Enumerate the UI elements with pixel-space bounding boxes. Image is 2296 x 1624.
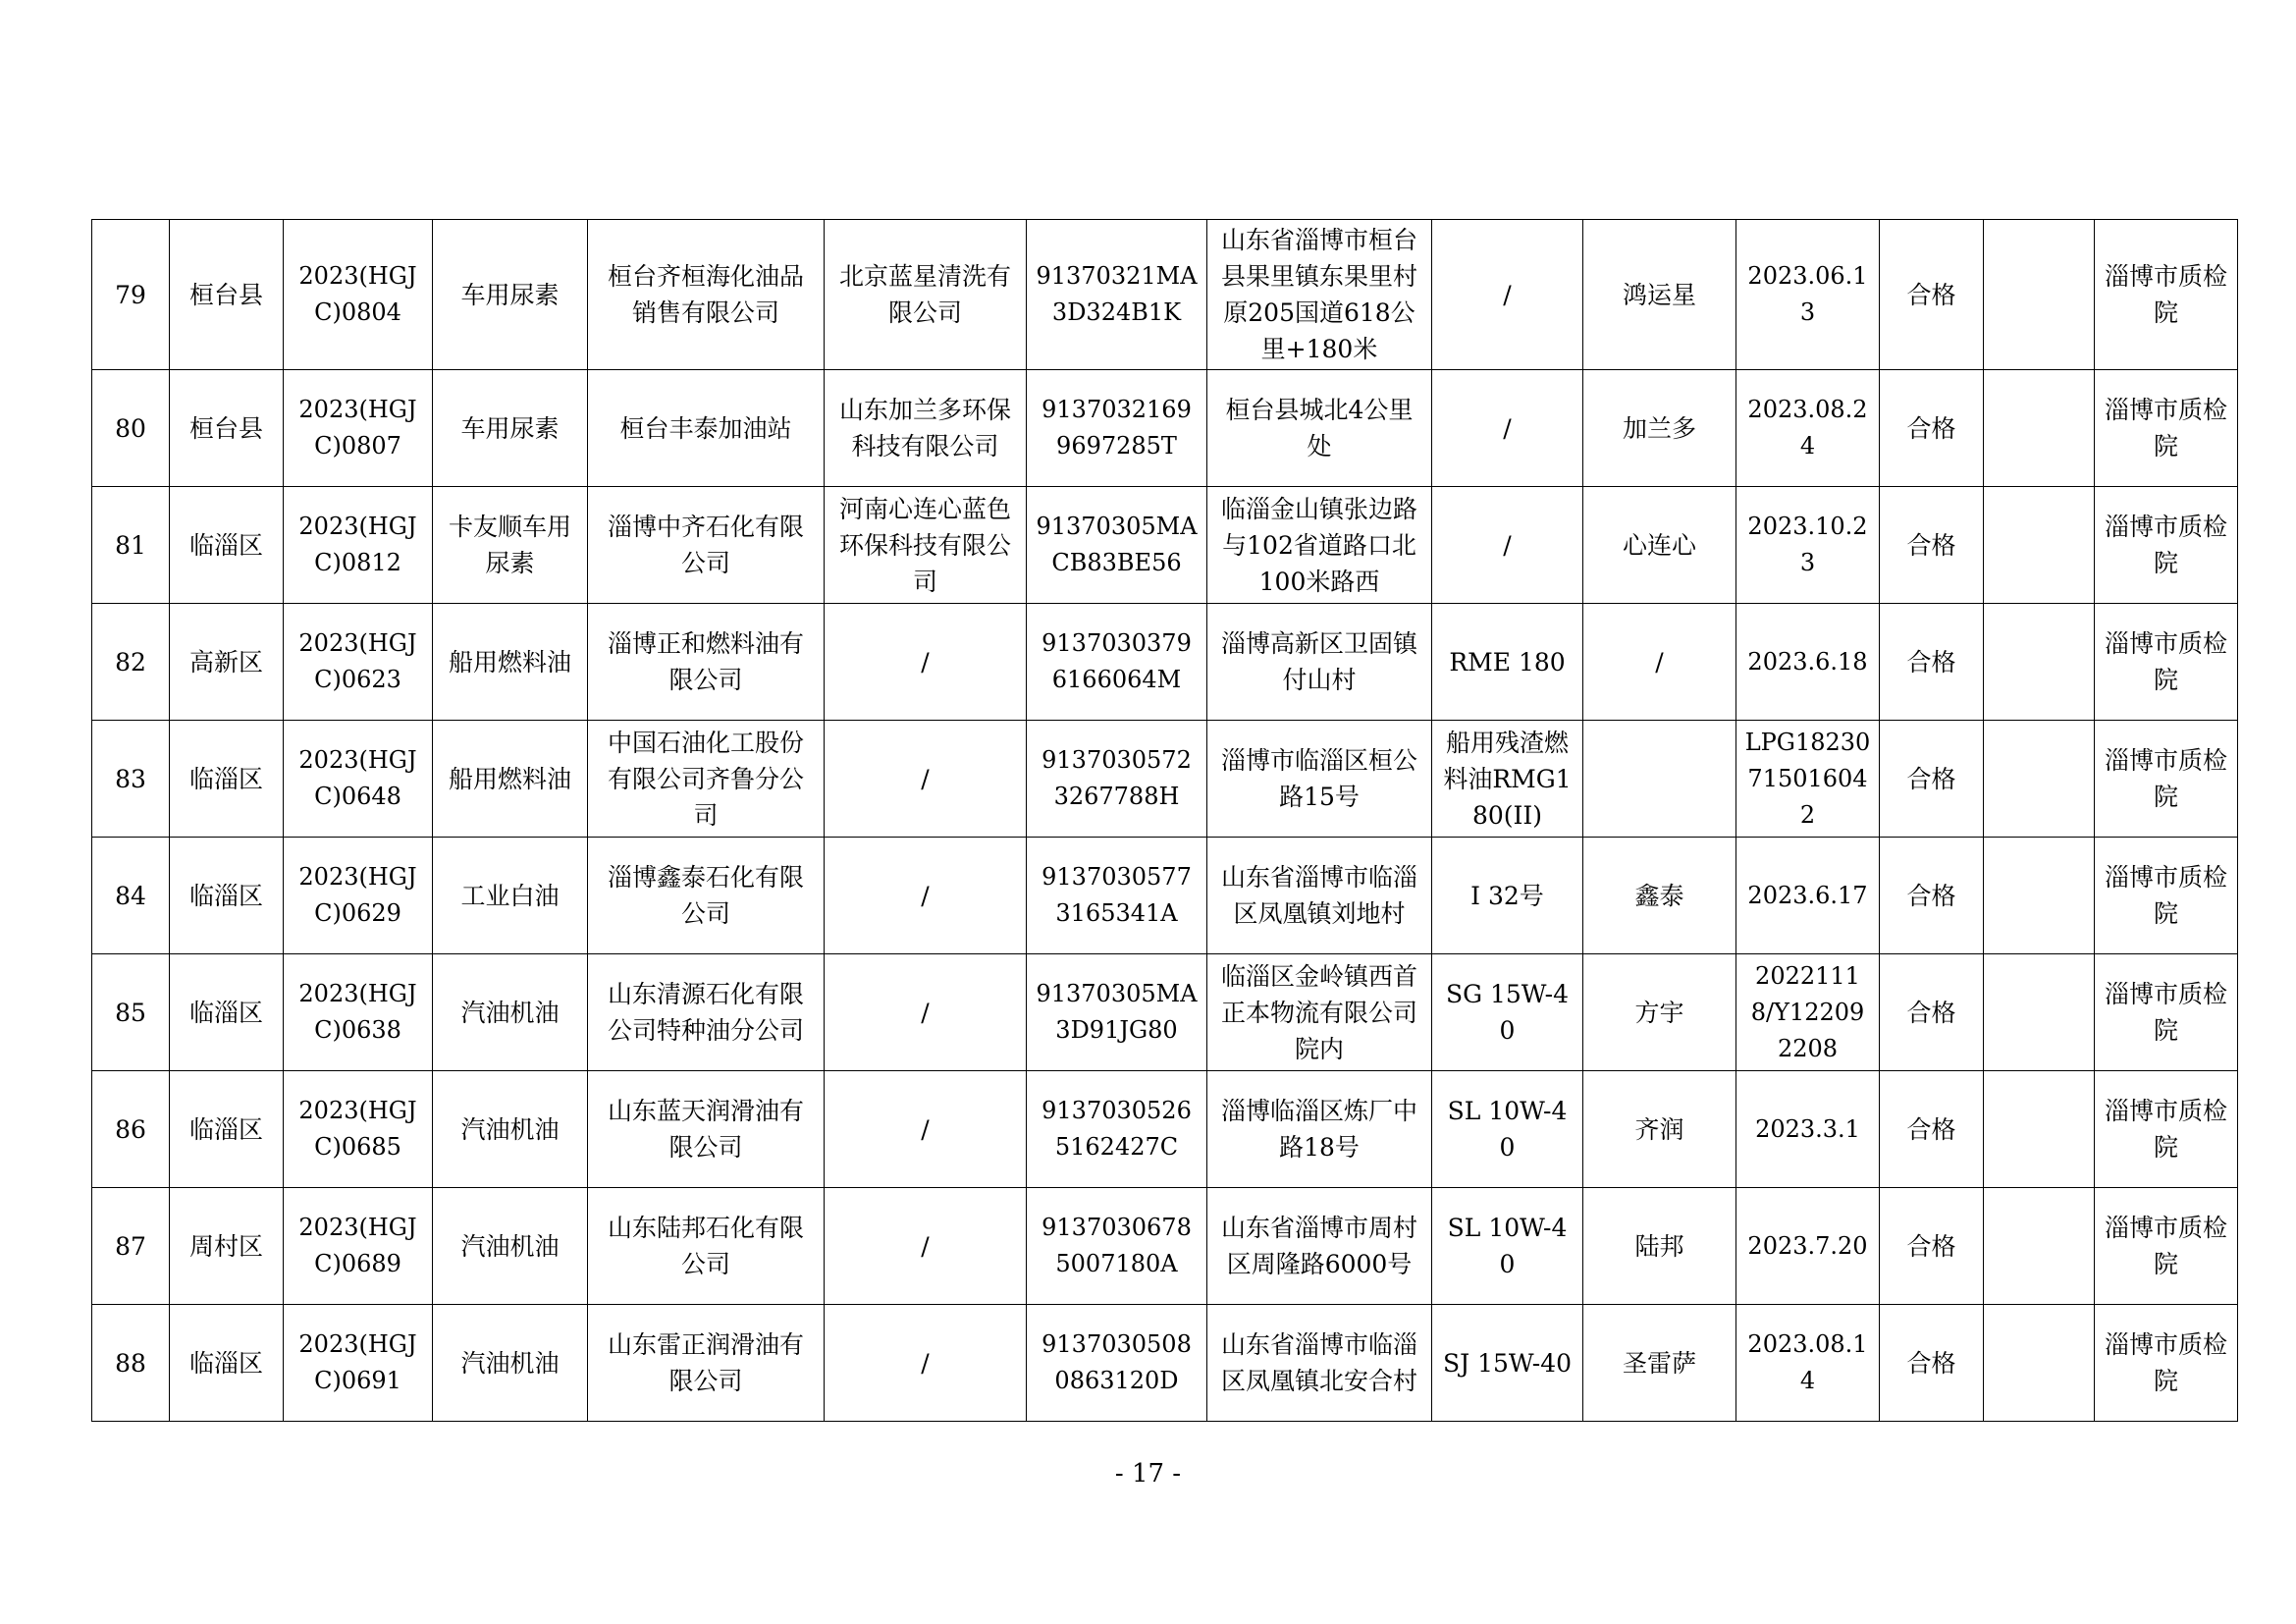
cell-batch-date: 2023.6.17 (1736, 838, 1880, 954)
cell-seller-name: 山东雷正润滑油有限公司 (588, 1305, 825, 1422)
cell-result: 合格 (1880, 721, 1984, 838)
cell-row-number: 87 (92, 1188, 170, 1305)
cell-remark (1984, 1188, 2095, 1305)
cell-product-name: 船用燃料油 (433, 604, 588, 721)
table-row (92, 604, 2238, 721)
cell-row-number: 88 (92, 1305, 170, 1422)
cell-seller-name: 淄博中齐石化有限公司 (588, 487, 825, 604)
cell-batch-date: 2023.08.14 (1736, 1305, 1880, 1422)
cell-district: 周村区 (170, 1188, 284, 1305)
cell-address: 山东省淄博市临淄区凤凰镇刘地村 (1207, 838, 1432, 954)
cell-batch-date: 20221118/Y122092208 (1736, 954, 1880, 1071)
cell-manufacturer: 北京蓝星清洗有限公司 (825, 220, 1027, 370)
cell-product-name: 工业白油 (433, 838, 588, 954)
table-body (92, 220, 2238, 1422)
cell-batch-date: 2023.08.24 (1736, 370, 1880, 487)
cell-district: 临淄区 (170, 838, 284, 954)
cell-sample-code: 2023(HGJC)0629 (284, 838, 433, 954)
cell-seller-name: 中国石油化工股份有限公司齐鲁分公司 (588, 721, 825, 838)
cell-result: 合格 (1880, 838, 1984, 954)
cell-seller-name: 桓台丰泰加油站 (588, 370, 825, 487)
cell-batch-date: LPG18230715016042 (1736, 721, 1880, 838)
cell-batch-date: 2023.6.18 (1736, 604, 1880, 721)
cell-address: 临淄区金岭镇西首正本物流有限公司院内 (1207, 954, 1432, 1071)
cell-district: 临淄区 (170, 1071, 284, 1188)
cell-manufacturer: 河南心连心蓝色环保科技有限公司 (825, 487, 1027, 604)
cell-spec-model: SG 15W-40 (1432, 954, 1583, 1071)
cell-credit-code: 91370305773165341A (1027, 838, 1207, 954)
cell-result: 合格 (1880, 487, 1984, 604)
cell-product-name: 汽油机油 (433, 1305, 588, 1422)
cell-batch-date: 2023.10.23 (1736, 487, 1880, 604)
cell-manufacturer: / (825, 1188, 1027, 1305)
cell-row-number: 79 (92, 220, 170, 370)
table-row (92, 1305, 2238, 1422)
cell-remark (1984, 721, 2095, 838)
cell-remark (1984, 954, 2095, 1071)
cell-spec-model: SL 10W-40 (1432, 1071, 1583, 1188)
cell-inspection-agency: 淄博市质检院 (2095, 370, 2238, 487)
cell-credit-code: 91370305080863120D (1027, 1305, 1207, 1422)
cell-manufacturer: / (825, 838, 1027, 954)
table-row (92, 220, 2238, 370)
cell-inspection-agency: 淄博市质检院 (2095, 1188, 2238, 1305)
cell-district: 临淄区 (170, 1305, 284, 1422)
cell-sample-code: 2023(HGJC)0638 (284, 954, 433, 1071)
cell-address: 山东省淄博市桓台县果里镇东果里村原205国道618公里+180米 (1207, 220, 1432, 370)
cell-manufacturer: / (825, 954, 1027, 1071)
cell-manufacturer: / (825, 1305, 1027, 1422)
cell-spec-model: 船用残渣燃料油RMG180(II) (1432, 721, 1583, 838)
cell-result: 合格 (1880, 1071, 1984, 1188)
cell-result: 合格 (1880, 604, 1984, 721)
table-row (92, 1188, 2238, 1305)
cell-brand: 心连心 (1583, 487, 1736, 604)
cell-batch-date: 2023.06.13 (1736, 220, 1880, 370)
cell-inspection-agency: 淄博市质检院 (2095, 220, 2238, 370)
cell-address: 山东省淄博市周村区周隆路6000号 (1207, 1188, 1432, 1305)
cell-seller-name: 淄博鑫泰石化有限公司 (588, 838, 825, 954)
cell-spec-model: / (1432, 487, 1583, 604)
cell-row-number: 80 (92, 370, 170, 487)
cell-inspection-agency: 淄博市质检院 (2095, 487, 2238, 604)
cell-seller-name: 山东蓝天润滑油有限公司 (588, 1071, 825, 1188)
cell-seller-name: 山东清源石化有限公司特种油分公司 (588, 954, 825, 1071)
cell-row-number: 84 (92, 838, 170, 954)
cell-row-number: 83 (92, 721, 170, 838)
inspection-results-table (91, 219, 2238, 1422)
cell-sample-code: 2023(HGJC)0807 (284, 370, 433, 487)
cell-credit-code: 91370303796166064M (1027, 604, 1207, 721)
cell-district: 临淄区 (170, 721, 284, 838)
table-row (92, 838, 2238, 954)
cell-sample-code: 2023(HGJC)0623 (284, 604, 433, 721)
cell-inspection-agency: 淄博市质检院 (2095, 721, 2238, 838)
cell-remark (1984, 838, 2095, 954)
cell-sample-code: 2023(HGJC)0685 (284, 1071, 433, 1188)
cell-manufacturer: 山东加兰多环保科技有限公司 (825, 370, 1027, 487)
cell-product-name: 汽油机油 (433, 954, 588, 1071)
cell-brand: 齐润 (1583, 1071, 1736, 1188)
cell-spec-model: RME 180 (1432, 604, 1583, 721)
cell-sample-code: 2023(HGJC)0804 (284, 220, 433, 370)
cell-credit-code: 91370305723267788H (1027, 721, 1207, 838)
cell-spec-model: SJ 15W-40 (1432, 1305, 1583, 1422)
cell-district: 桓台县 (170, 370, 284, 487)
cell-product-name: 车用尿素 (433, 220, 588, 370)
cell-spec-model: I 32号 (1432, 838, 1583, 954)
cell-batch-date: 2023.3.1 (1736, 1071, 1880, 1188)
cell-result: 合格 (1880, 370, 1984, 487)
cell-spec-model: / (1432, 220, 1583, 370)
cell-address: 淄博高新区卫固镇付山村 (1207, 604, 1432, 721)
table-row (92, 370, 2238, 487)
cell-credit-code: 91370321699697285T (1027, 370, 1207, 487)
table-row (92, 487, 2238, 604)
cell-batch-date: 2023.7.20 (1736, 1188, 1880, 1305)
cell-district: 桓台县 (170, 220, 284, 370)
cell-remark (1984, 487, 2095, 604)
cell-address: 临淄金山镇张边路与102省道路口北100米路西 (1207, 487, 1432, 604)
cell-seller-name: 山东陆邦石化有限公司 (588, 1188, 825, 1305)
cell-brand: 方宇 (1583, 954, 1736, 1071)
cell-brand: 加兰多 (1583, 370, 1736, 487)
cell-row-number: 86 (92, 1071, 170, 1188)
cell-credit-code: 91370305MA3D91JG80 (1027, 954, 1207, 1071)
cell-row-number: 85 (92, 954, 170, 1071)
cell-address: 山东省淄博市临淄区凤凰镇北安合村 (1207, 1305, 1432, 1422)
cell-brand: 鑫泰 (1583, 838, 1736, 954)
cell-manufacturer: / (825, 721, 1027, 838)
cell-spec-model: SL 10W-40 (1432, 1188, 1583, 1305)
cell-product-name: 卡友顺车用尿素 (433, 487, 588, 604)
cell-remark (1984, 220, 2095, 370)
cell-remark (1984, 604, 2095, 721)
cell-credit-code: 91370305265162427C (1027, 1071, 1207, 1188)
cell-address: 淄博市临淄区桓公路15号 (1207, 721, 1432, 838)
cell-district: 临淄区 (170, 487, 284, 604)
cell-sample-code: 2023(HGJC)0689 (284, 1188, 433, 1305)
cell-product-name: 车用尿素 (433, 370, 588, 487)
cell-result: 合格 (1880, 1305, 1984, 1422)
cell-credit-code: 91370321MA3D324B1K (1027, 220, 1207, 370)
cell-brand: 陆邦 (1583, 1188, 1736, 1305)
cell-product-name: 船用燃料油 (433, 721, 588, 838)
cell-brand: 圣雷萨 (1583, 1305, 1736, 1422)
page-number: - 17 - (1114, 1459, 1182, 1489)
cell-credit-code: 91370306785007180A (1027, 1188, 1207, 1305)
cell-manufacturer: / (825, 604, 1027, 721)
cell-remark (1984, 1305, 2095, 1422)
cell-product-name: 汽油机油 (433, 1071, 588, 1188)
cell-row-number: 81 (92, 487, 170, 604)
cell-sample-code: 2023(HGJC)0691 (284, 1305, 433, 1422)
cell-address: 桓台县城北4公里处 (1207, 370, 1432, 487)
cell-brand: / (1583, 604, 1736, 721)
table-row (92, 954, 2238, 1071)
cell-inspection-agency: 淄博市质检院 (2095, 1071, 2238, 1188)
cell-inspection-agency: 淄博市质检院 (2095, 604, 2238, 721)
cell-district: 高新区 (170, 604, 284, 721)
cell-brand: 鸿运星 (1583, 220, 1736, 370)
cell-brand (1583, 721, 1736, 838)
cell-seller-name: 桓台齐桓海化油品销售有限公司 (588, 220, 825, 370)
cell-district: 临淄区 (170, 954, 284, 1071)
cell-result: 合格 (1880, 220, 1984, 370)
cell-inspection-agency: 淄博市质检院 (2095, 838, 2238, 954)
cell-product-name: 汽油机油 (433, 1188, 588, 1305)
cell-manufacturer: / (825, 1071, 1027, 1188)
cell-result: 合格 (1880, 954, 1984, 1071)
cell-spec-model: / (1432, 370, 1583, 487)
table-row (92, 721, 2238, 838)
cell-seller-name: 淄博正和燃料油有限公司 (588, 604, 825, 721)
table-row (92, 1071, 2238, 1188)
cell-inspection-agency: 淄博市质检院 (2095, 1305, 2238, 1422)
cell-inspection-agency: 淄博市质检院 (2095, 954, 2238, 1071)
cell-sample-code: 2023(HGJC)0648 (284, 721, 433, 838)
cell-remark (1984, 1071, 2095, 1188)
cell-address: 淄博临淄区炼厂中路18号 (1207, 1071, 1432, 1188)
cell-sample-code: 2023(HGJC)0812 (284, 487, 433, 604)
cell-row-number: 82 (92, 604, 170, 721)
cell-result: 合格 (1880, 1188, 1984, 1305)
cell-remark (1984, 370, 2095, 487)
cell-credit-code: 91370305MACB83BE56 (1027, 487, 1207, 604)
